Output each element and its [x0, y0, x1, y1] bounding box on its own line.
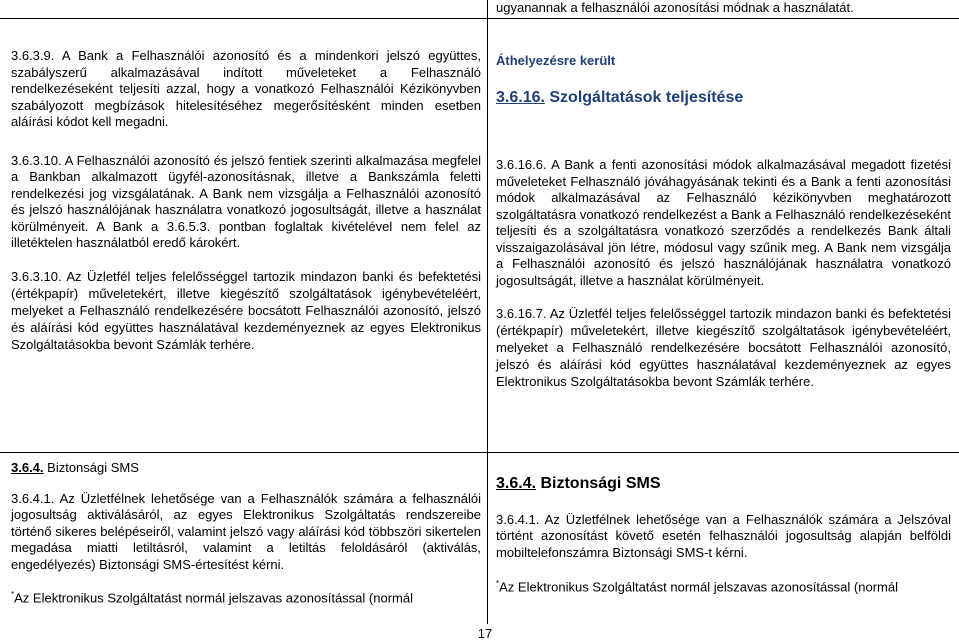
table-rule-middle: [0, 452, 959, 453]
paragraph-text: Az Üzletfél teljes felelősséggel tartozik mindazon banki és befektetési (értékpapír) műveletekért, illetve kiegészítő szolgáltatások igénybevételéért, melyeket a Felhasználó rendelkezésére bocsátott Felhasználói azonosító, jelszó és aláírási kód együttes használatával kezdeményeznek az egyes Elektronikus Szolgáltatásokba bevont Számlák terhére.: [11, 268, 481, 352]
section-number: 3.6.4.: [11, 460, 44, 475]
paragraph-number: 3.6.3.10.: [11, 268, 62, 284]
paragraph-3-6-16-7: [496, 305, 951, 390]
paragraph-3-6-3-10-b: [11, 268, 481, 353]
bottom-right-cell: [496, 476, 951, 596]
section-number: 3.6.4.: [496, 475, 537, 492]
section-number: 3.6.16.: [496, 88, 545, 106]
paragraph-text: A Felhasználói azonosító és jelszó fentiek szerinti alkalmazása megfelel a Bankban alkalmazott ügyfél-azonosításnak, illetve a Bankszámla feletti rendelkezési jog vizsgálatának. A Bank nem vizsgálja a Felhasználói azonosító és jelszó használójának használatra vonatkozó jogosultságát, illetve a használat körülményeit. A Bank a 3.6.5.3. pontban foglaltak kivételével nem felel az illetéktelen használatból eredő károkért.: [11, 152, 481, 250]
paragraph-number: 3.6.3.9.: [11, 48, 55, 63]
footnote-right: [496, 576, 951, 596]
right-column: [496, 53, 951, 390]
paragraph-number: 3.6.4.1.: [11, 490, 55, 506]
section-title: Szolgáltatások teljesítése: [544, 88, 744, 106]
section-heading-3-6-4-left: [11, 460, 481, 477]
paragraph-text: Az Üzletfélnek lehetősége van a Felhasználók számára a Jelszóval történt azonosítást követő esetén felhasználói jogosultság alapján belföldi mobiltelefonszámra Biztonsági SMS-t kérni.: [496, 511, 951, 560]
column-divider-lower: [487, 452, 488, 624]
footnote-marker: *: [496, 579, 500, 588]
footnote-left: [11, 587, 481, 607]
paragraph-text: A Bank a Felhasználói azonosító és a mindenkori jelszó együttes, szabályszerű alkalmazásával indított műveleteket a Felhasználó rendelkezéseként teljesíti azzal, hogy a vonatkozó Felhasználói Kézikönyvben szabályozott megbízások hitelesítéséhez megerősítésként minden esetben aláírási kódot kell megadni.: [11, 48, 481, 129]
section-title: Biztonsági SMS: [43, 460, 139, 475]
paragraph-text: A Bank a fenti azonosítási módok alkalmazásával megadott fizetési műveleteket Felhasználó jóváhagyásának tekinti és a Bank a fenti azonosítási módok alkalmazásával az Felhasználó kézikönyvben meghatározott szolgáltatásra vonatkozó rendelkezést a Bank a Felhasználó rendelkezéseként teljesíti és a szolgáltatásra vonatkozó szerződés a rendelkezés Bank általi visszaigazolásával jön létre, módosul vagy szűnik meg. A Bank nem vizsgálja a Felhasználói azonosító és jelszó használójának használatra vonatkozó jogosultságát, illetve a használat körülményeit.: [496, 157, 951, 288]
section-title: Biztonsági SMS: [536, 475, 661, 492]
footnote-marker: *: [11, 590, 15, 599]
top-right-text: ugyanannak a felhasználói azonosítási módnak a használatát.: [496, 0, 854, 15]
page-number: 17: [477, 626, 493, 641]
paragraph-3-6-3-10-a: [11, 153, 481, 252]
paragraph-number: 3.6.16.6.: [496, 157, 547, 172]
bottom-left-cell: [11, 460, 481, 607]
paragraph-3-6-3-9: [11, 48, 481, 131]
paragraph-number: 3.6.4.1.: [496, 511, 540, 527]
top-right-cell: [496, 0, 956, 17]
section-heading-3-6-16: [496, 90, 951, 107]
paragraph-3-6-4-1-right: [496, 512, 951, 562]
paragraph-number: 3.6.3.10.: [11, 152, 62, 168]
paragraph-text: Az Üzletfél teljes felelősséggel tartozik mindazon banki és befektetési (értékpapír) műveletekért, illetve kiegészítő szolgáltatások igénybevételéért, melyeket a Felhasználó rendelkezésére bocsátott Felhasználói azonosító, jelszó és aláírási kód együttes használatával kezdeményeznek az egyes Elektronikus Szolgáltatásokba bevont Számlák terhére.: [496, 306, 951, 389]
moved-note: Áthelyezésre került: [496, 53, 616, 68]
paragraph-3-6-4-1-left: [11, 491, 481, 574]
section-heading-3-6-4-right: [496, 476, 951, 493]
paragraph-text: Az Üzletfélnek lehetősége van a Felhasználók számára a felhasználói jogosultság aktiválásáról, az egyes Elektronikus Szolgáltatás rendszereibe történő sikeres belépéseiről, valamint jelszó vagy aláírási kód többszöri sikertelen megadása miatti letiltásról, valamint a letiltás feloldásáról (aktiválás, engedélyezés) Biztonsági SMS-értesítést kérni.: [11, 490, 481, 572]
table-rule-top: [0, 18, 959, 19]
footnote-text: Az Elektronikus Szolgáltatást normál jelszavas azonosítással (normál: [499, 579, 898, 595]
footnote-text: Az Elektronikus Szolgáltatást normál jelszavas azonosítással (normál: [14, 590, 413, 606]
paragraph-number: 3.6.16.7.: [496, 306, 547, 321]
paragraph-3-6-16-6: [496, 157, 951, 289]
column-divider-upper: [487, 0, 488, 452]
left-column: [11, 48, 481, 353]
